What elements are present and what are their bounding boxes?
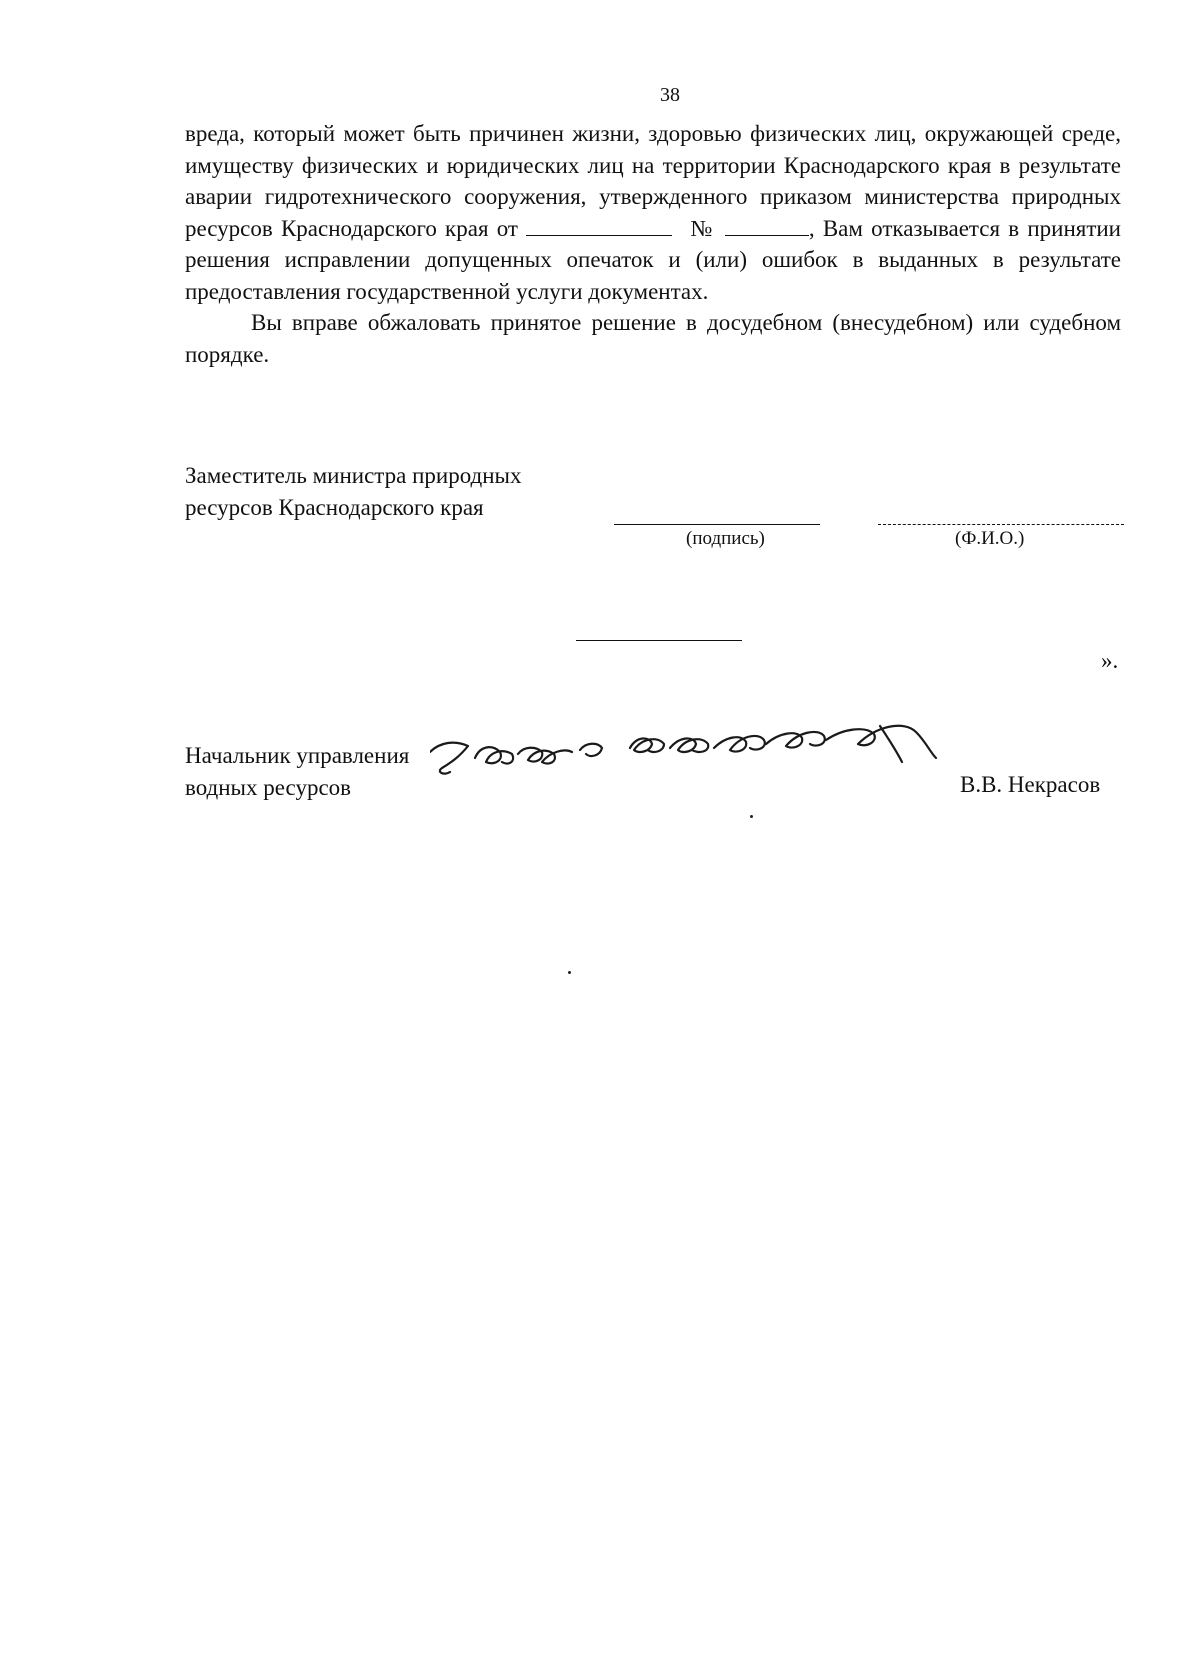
footer-line-1: Начальник управления (185, 743, 410, 768)
footer-position (185, 740, 409, 804)
signature-caption: (подпись) (686, 528, 765, 549)
closing-quote: ». (1101, 648, 1119, 673)
document-body (185, 118, 1121, 370)
paragraph-refusal (185, 118, 1121, 307)
page-number: 38 (660, 84, 680, 106)
footer-signatory-name: В.В. Некрасов (960, 772, 1101, 797)
signatory-title (185, 460, 522, 524)
signature-line (614, 524, 820, 525)
number-sign: № (687, 215, 715, 241)
number-blank (725, 215, 809, 236)
date-blank (526, 215, 672, 236)
footer-line-2: водных ресурсов (185, 775, 352, 800)
speck (568, 971, 571, 974)
paragraph-appeal: Вы вправе обжаловать принятое решение в досудебном (внесудебном) или судебном порядке. (185, 310, 1121, 367)
refusal-text-before-date: вреда, который может быть причинен жизни, здоровью физических лиц, окружающей среде, имуществу физических и юридических лиц на территории Краснодарского края в результате аварии гидротехнического сооружения, утвержденного приказом министерства природных ресурсов Краснодарского края от (185, 121, 1121, 241)
signatory-line-2: ресурсов Краснодарского края (185, 495, 484, 520)
handwritten-signature (430, 722, 990, 792)
speck (750, 815, 753, 818)
name-line (878, 524, 1124, 525)
name-caption: (Ф.И.О.) (955, 528, 1025, 549)
signatory-line-1: Заместитель министра природных (185, 463, 522, 488)
refusal-text-after-number: , Вам отказывается в принятии решения исправлении допущенных опечаток и (или) ошибок в выданных в результате предоставления государственной услуги документах. (185, 215, 1121, 304)
separator-line (576, 640, 742, 641)
